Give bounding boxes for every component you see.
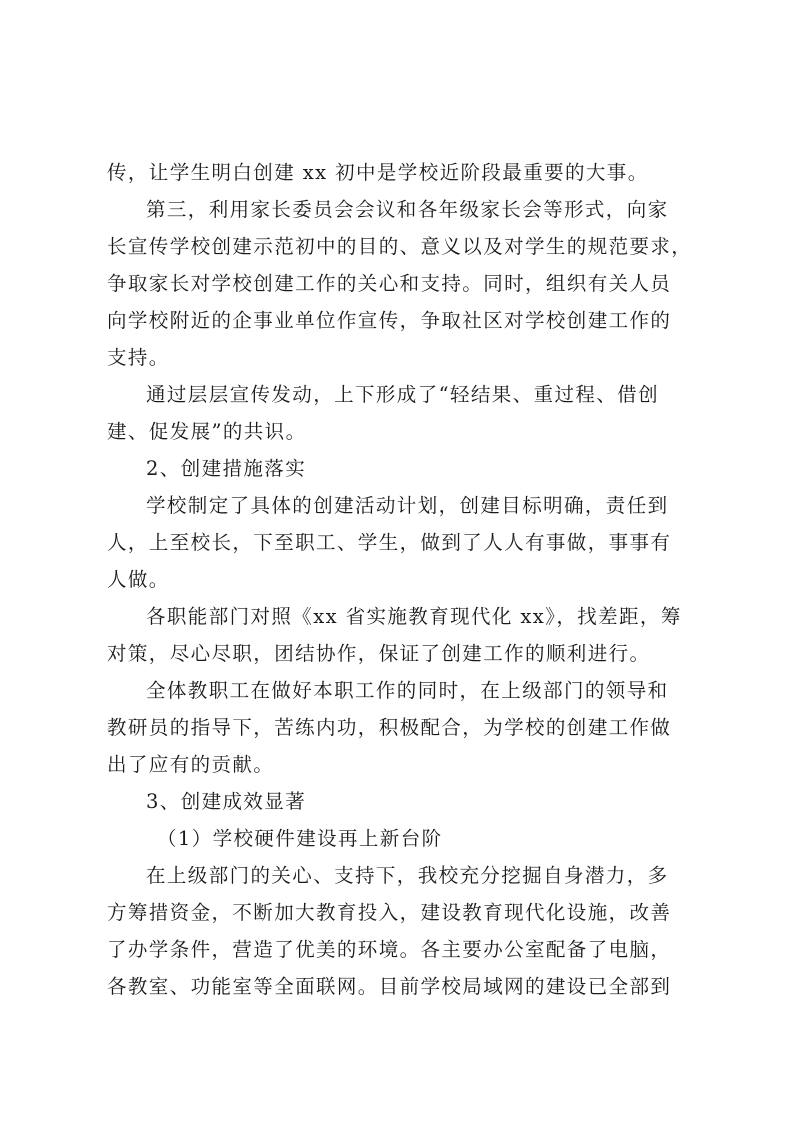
text-line: 建、促发展”的共识。 xyxy=(107,420,307,443)
section-heading: 2、创建措施落实 xyxy=(146,457,307,480)
text-line: 争取家长对学校创建工作的关心和支持。同时，组织有关人员 xyxy=(107,272,672,295)
text-line: 传，让学生明白创建 xx 初中是学校近阶段最重要的大事。 xyxy=(107,161,649,184)
paragraph-line: 各职能部门对照《xx 省实施教育现代化 xx》，找差距，筹 xyxy=(146,605,682,628)
paragraph-line: 在上级部门的关心、支持下，我校充分挖掘自身潜力，多 xyxy=(146,864,669,887)
text-line: 教研员的指导下，苦练内功，积极配合，为学校的创建工作做 xyxy=(107,716,672,739)
paragraph-line: 通过层层宣传发动，上下形成了“轻结果、重过程、借创 xyxy=(146,383,659,406)
text-line: 方筹措资金，不断加大教育投入，建设教育现代化设施，改善 xyxy=(107,901,672,924)
subsection-heading: （1）学校硬件建设再上新台阶 xyxy=(157,827,443,850)
text-line: 人，上至校长，下至职工、学生，做到了人人有事做，事事有 xyxy=(107,531,672,554)
text-line: 长宣传学校创建示范初中的目的、意义以及对学生的规范要求， xyxy=(107,235,693,258)
text-line: 对策，尽心尽职，团结协作，保证了创建工作的顺利进行。 xyxy=(107,642,651,665)
text-line: 支持。 xyxy=(107,346,170,369)
text-line: 向学校附近的企事业单位作宣传，争取社区对学校创建工作的 xyxy=(107,309,672,332)
text-line: 出了应有的贡献。 xyxy=(107,753,275,776)
document-body xyxy=(107,154,693,1005)
text-line: 了办学条件，营造了优美的环境。各主要办公室配备了电脑， xyxy=(107,938,672,961)
text-line: 人做。 xyxy=(107,568,170,591)
section-heading: 3、创建成效显著 xyxy=(146,790,307,813)
paragraph-line: 第三，利用家长委员会会议和各年级家长会等形式，向家 xyxy=(146,198,669,221)
text-line: 各教室、功能室等全面联网。目前学校局域网的建设已全部到 xyxy=(107,975,672,998)
paragraph-line: 学校制定了具体的创建活动计划，创建目标明确，责任到 xyxy=(146,494,669,517)
paragraph-line: 全体教职工在做好本职工作的同时，在上级部门的领导和 xyxy=(146,679,669,702)
